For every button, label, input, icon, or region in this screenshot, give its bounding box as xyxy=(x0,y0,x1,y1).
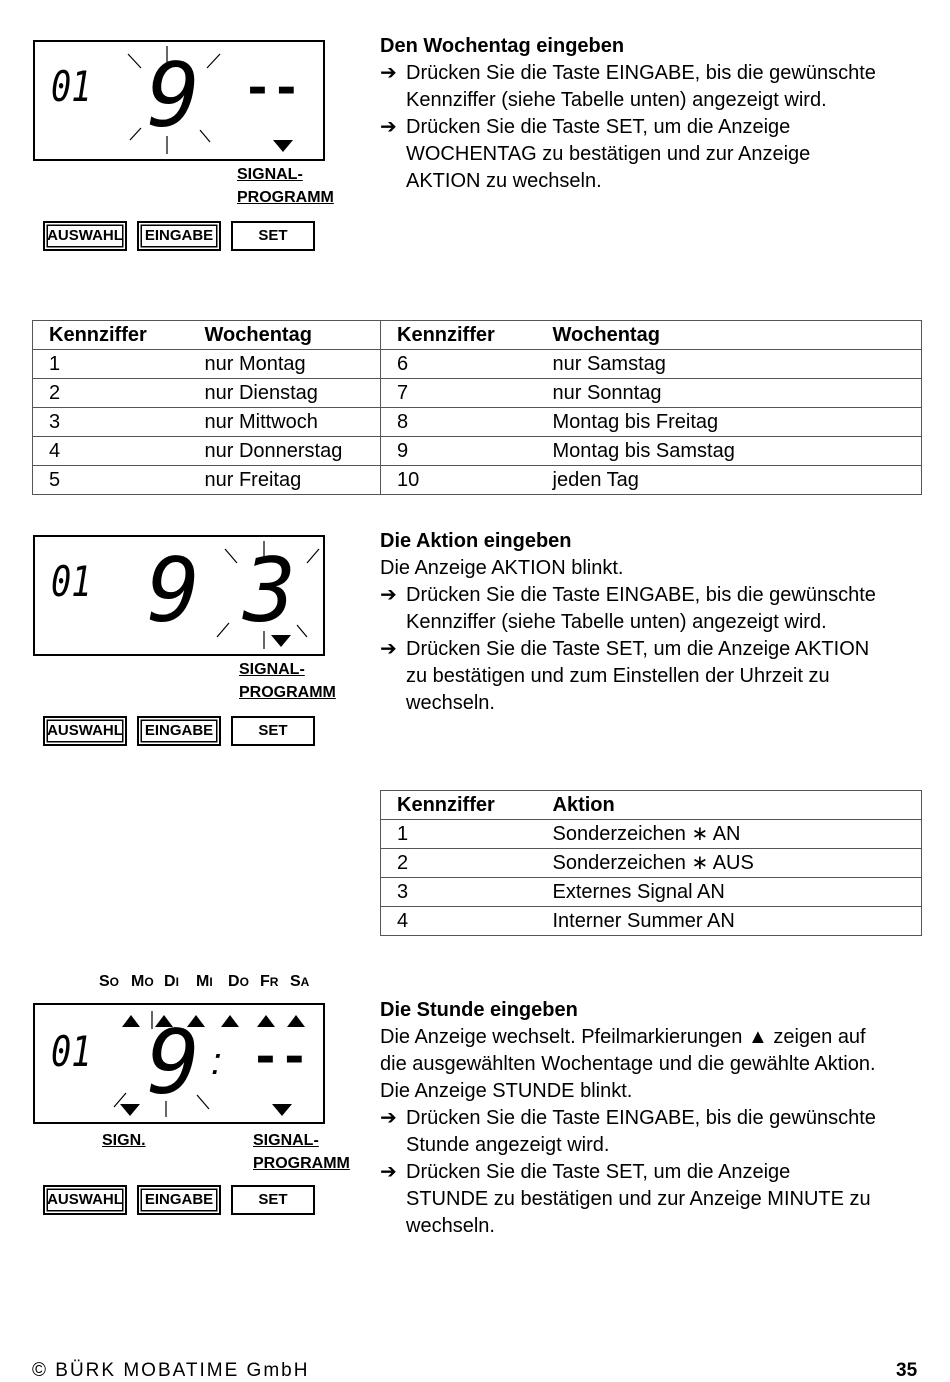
section-heading: Die Aktion eingeben xyxy=(380,530,572,552)
instruction-step: ➔ Drücken Sie die Taste SET, um die Anzeige AKTION zu bestätigen und zum Einstellen der Uhrzeit zu wechseln. xyxy=(380,638,870,714)
instruction-step: ➔ Drücken Sie die Taste EINGABE, bis die gewünschte Stunde angezeigt wird. xyxy=(380,1107,876,1156)
signal-program-label: SIGNAL- PROGRAMM xyxy=(253,1132,350,1172)
auswahl-button[interactable]: AUSWAHL xyxy=(43,716,127,746)
day-label-mo: MO xyxy=(131,973,154,990)
day-marker-arrow-icon xyxy=(257,1015,275,1027)
lcd-colon: : xyxy=(211,1041,222,1083)
instruction-step: ➔ Drücken Sie die Taste SET, um die Anzeige WOCHENTAG zu bestätigen und zur Anzeige AKTION zu wechseln. xyxy=(380,116,811,192)
lcd-display-weekday xyxy=(33,40,325,161)
section-heading: Den Wochentag eingeben xyxy=(380,35,625,57)
table-header-row: Kennziffer Wochentag Kennziffer Wochentag xyxy=(33,321,922,350)
signal-program-label: SIGNAL- PROGRAMM xyxy=(237,166,334,206)
lcd-program-number: 01 xyxy=(51,62,92,111)
day-marker-arrow-icon xyxy=(221,1015,239,1027)
page-number: 35 xyxy=(896,1360,918,1381)
set-button[interactable]: SET xyxy=(231,1185,315,1215)
table-row: 3 nur Mittwoch 8 Montag bis Freitag xyxy=(33,408,922,437)
auswahl-button[interactable]: AUSWAHL xyxy=(43,221,127,251)
sign-arrow-icon xyxy=(120,1104,140,1116)
lcd-minute-value: -- xyxy=(251,1029,309,1085)
section-heading: Die Stunde eingeben xyxy=(380,999,578,1021)
eingabe-button[interactable]: EINGABE xyxy=(137,716,221,746)
day-label-mi: MI xyxy=(196,973,213,990)
day-label-sa: SA xyxy=(290,973,310,990)
eingabe-button[interactable]: EINGABE xyxy=(137,1185,221,1215)
weekday-instructions xyxy=(380,33,940,195)
arrow-right-icon: ➔ xyxy=(380,116,397,138)
day-marker-arrow-icon xyxy=(122,1015,140,1027)
eingabe-button[interactable]: EINGABE xyxy=(137,221,221,251)
instruction-step: ➔ Drücken Sie die Taste SET, um die Anzeige STUNDE zu bestätigen und zur Anzeige MINUTE zu wechseln. xyxy=(380,1161,871,1237)
table-row: 4 nur Donnerstag 9 Montag bis Samstag xyxy=(33,437,922,466)
day-label-so: SO xyxy=(99,973,120,990)
lcd-program-number: 01 xyxy=(51,1027,92,1076)
intro-text: Die Anzeige wechselt. Pfeilmarkierungen ▲ zeigen auf die ausgewählten Wochentage und die gewählte Aktion. Die Anzeige STUNDE blinkt. xyxy=(380,1026,876,1102)
action-table xyxy=(380,790,922,936)
table-row: 2 Sonderzeichen ∗ AUS xyxy=(381,849,922,878)
arrow-right-icon: ➔ xyxy=(380,584,397,606)
lcd-action-value: 3 xyxy=(243,539,296,642)
signal-program-label: SIGNAL- PROGRAMM xyxy=(239,661,336,701)
signal-program-arrow-icon xyxy=(273,140,293,152)
lcd-action-value: -- xyxy=(243,60,301,116)
signal-program-arrow-icon xyxy=(272,1104,292,1116)
arrow-right-icon: ➔ xyxy=(380,638,397,660)
instruction-step: ➔ Drücken Sie die Taste EINGABE, bis die gewünschte Kennziffer (siehe Tabelle unten) angezeigt wird. xyxy=(380,62,876,111)
footer-company: © BÜRK MOBATIME GmbH xyxy=(32,1360,310,1381)
day-label-di: DI xyxy=(164,973,179,990)
intro-text: Die Anzeige AKTION blinkt. xyxy=(380,557,624,579)
lcd-weekday-digit: 9 xyxy=(147,539,200,642)
arrow-right-icon: ➔ xyxy=(380,1161,397,1183)
instruction-step: ➔ Drücken Sie die Taste EINGABE, bis die gewünschte Kennziffer (siehe Tabelle unten) angezeigt wird. xyxy=(380,584,876,633)
action-instructions xyxy=(380,528,940,717)
arrow-right-icon: ➔ xyxy=(380,62,397,84)
lcd-weekday-digit: 9 xyxy=(147,44,200,147)
day-marker-arrow-icon xyxy=(287,1015,305,1027)
day-label-fr: FR xyxy=(260,973,279,990)
lcd-display-hour xyxy=(33,1003,325,1124)
hour-instructions xyxy=(380,997,940,1240)
lcd-hour-digit: 9 xyxy=(147,1011,200,1114)
arrow-right-icon: ➔ xyxy=(380,1107,397,1129)
lcd-program-number: 01 xyxy=(51,557,92,606)
sign-label: SIGN. xyxy=(102,1132,146,1149)
weekday-table xyxy=(32,320,922,495)
table-header-row: Kennziffer Aktion xyxy=(381,791,922,820)
table-row: 1 nur Montag 6 nur Samstag xyxy=(33,350,922,379)
table-row: 3 Externes Signal AN xyxy=(381,878,922,907)
day-label-do: DO xyxy=(228,973,249,990)
set-button[interactable]: SET xyxy=(231,716,315,746)
table-row: 5 nur Freitag 10 jeden Tag xyxy=(33,466,922,495)
table-row: 4 Interner Summer AN xyxy=(381,907,922,936)
table-row: 1 Sonderzeichen ∗ AN xyxy=(381,820,922,849)
set-button[interactable]: SET xyxy=(231,221,315,251)
auswahl-button[interactable]: AUSWAHL xyxy=(43,1185,127,1215)
table-row: 2 nur Dienstag 7 nur Sonntag xyxy=(33,379,922,408)
lcd-display-action xyxy=(33,535,325,656)
